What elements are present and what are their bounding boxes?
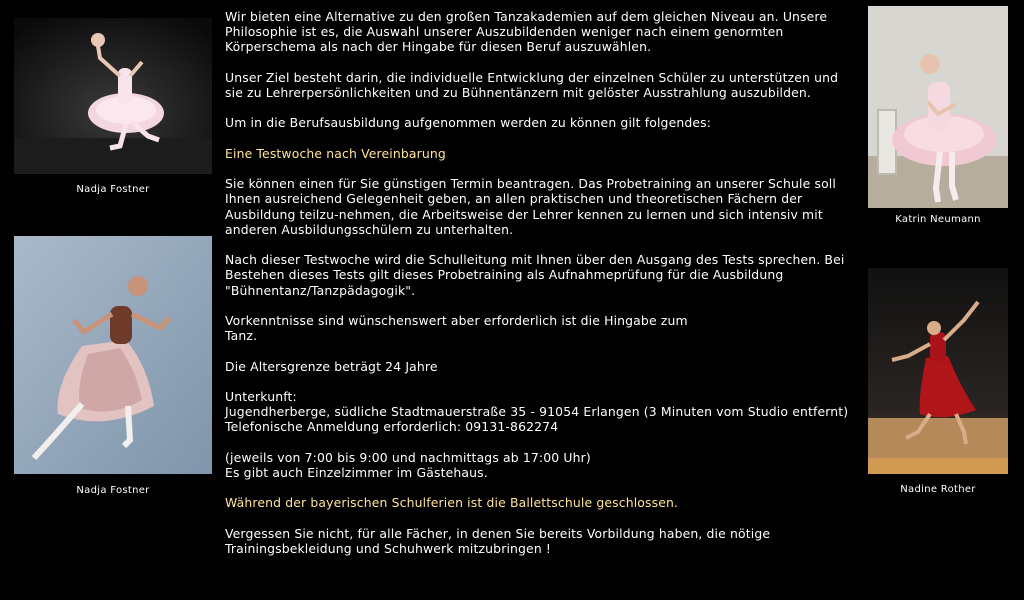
single-rooms-line: Es gibt auch Einzelzimmer im Gästehaus. <box>225 464 488 480</box>
paragraph-trial: Sie können einen für Sie günstigen Termin beantragen. Das Probetraining an unserer Schule soll Ihnen ausreichend Gelegenheit geben, an allen praktischen und theoretischen Fächern der Ausbildung teilzu-nehmen, die Arbeitsweise der Lehrer kennen zu lernen und sich intensiv mit anderen Ausbildungsschülern zu unterhalten. <box>225 176 836 237</box>
highlight-holidays: Während der bayerischen Schulferien ist die Ballettschule geschlossen. <box>225 495 679 511</box>
photo-caption: Katrin Neumann <box>895 214 981 225</box>
accommodation-heading: Unterkunft: <box>225 388 297 404</box>
paragraph-accommodation <box>225 389 855 435</box>
photo-caption: Nadine Rother <box>900 484 976 495</box>
paragraph-age-limit: Die Altersgrenze beträgt 24 Jahre <box>225 358 438 374</box>
paragraph-hours <box>225 450 855 480</box>
paragraph-intro: Wir bieten eine Alternative zu den großen Tanzakademien auf dem gleichen Niveau an. Unsere Philosophie ist es, die Auswahl unserer Auszubildenden weniger nach einem genormten Körperschema als nach der Hingabe für diesen Beruf auszuwählen. <box>225 9 828 55</box>
photo-nadine-rother <box>868 268 1008 474</box>
photo-katrin-neumann <box>868 6 1008 208</box>
main-content <box>225 9 855 571</box>
accommodation-phone: Telefonische Anmeldung erforderlich: 09131-862274 <box>225 419 559 435</box>
paragraph-after-test: Nach dieser Testwoche wird die Schulleitung mit Ihnen über den Ausgang des Tests sprechen. Bei Bestehen dieses Tests gilt dieses Probetraining als Aufnahmeprüfung für die Ausbildung "Bühnentanz/Tanzpädagogik". <box>225 252 845 298</box>
paragraph-prior-knowledge <box>225 313 855 343</box>
prior-knowledge-line-2: Tanz. <box>225 328 258 344</box>
dancer-image <box>14 18 212 174</box>
paragraph-equipment: Vergessen Sie nicht, für alle Fächer, in denen Sie bereits Vorbildung haben, die nötige Trainingsbekleidung und Schuhwerk mitzubringen ! <box>225 525 771 556</box>
photo-nadja-fostner-2 <box>14 236 212 474</box>
photo-nadja-fostner-1 <box>14 18 212 174</box>
accommodation-address: Jugendherberge, südliche Stadtmauerstraße 35 - 91054 Erlangen (3 Minuten vom Studio entfernt) <box>225 404 849 420</box>
dancer-image <box>868 268 1008 474</box>
hours-line: (jeweils von 7:00 bis 9:00 und nachmittags ab 17:00 Uhr) <box>225 449 591 465</box>
dancer-image <box>14 236 212 474</box>
photo-caption: Nadja Fostner <box>76 184 150 195</box>
dancer-image <box>868 6 1008 208</box>
photo-caption: Nadja Fostner <box>76 485 150 496</box>
paragraph-requirements: Um in die Berufsausbildung aufgenommen werden zu können gilt folgendes: <box>225 115 712 131</box>
paragraph-goal: Unser Ziel besteht darin, die individuelle Entwicklung der einzelnen Schüler zu unterstützen und sie zu Lehrerpersönlichkeiten und zu Bühnentänzern mit gelöster Ausstrahlung auszubilden. <box>225 69 839 100</box>
prior-knowledge-line-1: Vorkenntnisse sind wünschenswert aber erforderlich ist die Hingabe zum <box>225 312 688 328</box>
highlight-test-week: Eine Testwoche nach Vereinbarung <box>225 145 446 161</box>
